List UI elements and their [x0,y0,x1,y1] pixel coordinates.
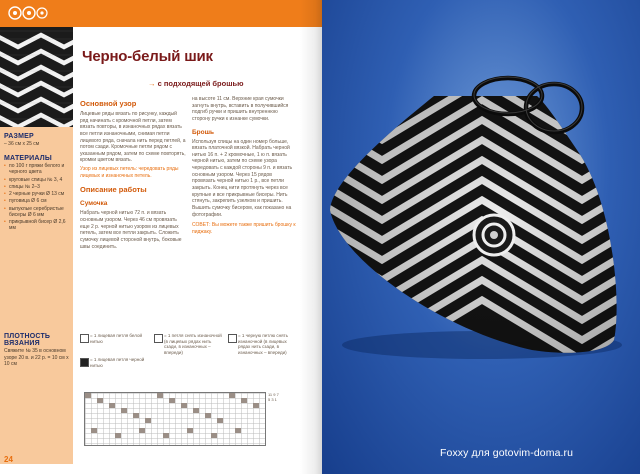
text-column-1 [80,96,186,250]
work-heading: Описание работы [80,185,147,195]
knit-swatch-image [0,27,73,127]
materials-section [4,155,70,233]
pattern-heading: Основной узор [80,99,137,108]
page-number: 24 [4,455,13,464]
bag-text: Набрать черной нитью 72 п. и вязать основным узором. Через 46 см провязать еще 2 р. черной нитью узором из лицевых петель, затем все петли закрыть. Сложить сумочку лицевой стороной внутрь, боковые швы соединить. [80,210,182,250]
material-item: • спицы № 2–3 [4,184,70,190]
size-section [4,133,70,148]
chart-cell [235,428,241,433]
black-stitch-icon [80,358,89,367]
legend-text: = 1 лицевая петля белой нитью [90,333,142,344]
chart-cell [187,428,193,433]
brooch [474,215,514,255]
chart-cell [97,398,103,403]
flowers-logo-icon [6,4,50,22]
density-heading: ПЛОТНОСТЬ ВЯЗАНИЯ [4,333,51,347]
legend-text: = 1 петля снять изнаночной (в лицевых рядах нить сзади, в изнаночных – впереди) [164,333,222,355]
material-item: • 2 черные ручки Ø 13 см [4,191,70,197]
chart-cell [109,403,115,408]
chart-cell [145,418,151,423]
chart-cell [229,393,235,398]
density-section [4,333,70,368]
legend-text: = 1 лицевая петля черной нитью [90,357,145,368]
chart-cell [139,428,145,433]
arrow-icon: → [148,79,158,88]
chart-cell [217,418,223,423]
page-subtitle [148,79,243,88]
size-value: – 36 см х 25 см [4,141,40,147]
tip-text: СОВЕТ: Вы можете также пришить брошку к пиджаку. [192,222,296,235]
material-item: • пуговица Ø 6 см [4,198,70,204]
slip-black-stitch-icon [228,334,237,343]
chart-cell [193,408,199,413]
chart-cell [133,413,139,418]
material-item: • выпуклые серебристые бисеры Ø 6 мм [4,206,70,219]
chart-cell [241,398,247,403]
right-page-photo [322,0,640,474]
bag-heading: Сумочка [80,200,108,208]
density-text: Свяжите № 35 в основном узоре 20 в. и 22 р. = 10 см х 10 см [4,348,69,367]
chart-cell [205,413,211,418]
subtitle-text: с подходящей брошью [157,79,244,88]
brooch-text: Используя спицы на один номер больше, вязать платочной вязкой. Набрать черной нитью 16 п. + 2 кромочные, 1 ю п. вязать черной нитью, затем по схеме узора чередовать с каждой стороны 9 п. и вязать основным узором. Через 15 рядов провязать черной нитью 1 р., все петли закрыть. Конец нити протянуть через все крупные и все прикрывные бисеры. Нить стянуть, закрепить узелком и пришить. Вышить сумочку бисером, как показано на фотографии. [192,138,293,218]
page-title: Черно-белый шик [82,48,213,65]
sidebar [0,127,73,464]
material-item: • по 100 г пряжи белого и черного цвета [4,163,70,176]
material-item: • круговые спицы № 3, 4 [4,177,70,183]
chart-row-numbers: 11 9 7 5 3 1 [268,392,279,403]
materials-heading: МАТЕРИАЛЫ [4,155,52,162]
chart-cell [211,433,217,438]
chart-cell [115,433,121,438]
pattern-text: Лицевые ряды вязать по рисунку, каждый ряд начинать с кромочной петли, затем вязать повторы, в изнаночных рядах вязать все петли изнаночными, снимая петли лицевого ряда, сначала нить перед петлей, а потом сзади. Кромочные петли рядом с указанным рядом, затем по схеме повторять, кромки цветом вязать. [80,111,186,164]
brooch-heading: Брошь [192,128,215,136]
slip-stitch-icon [154,334,163,343]
material-item: • прикрывной бисер Ø 2,6 мм [4,219,70,232]
materials-list [4,163,70,232]
chart-cell [121,408,127,413]
handles-text: на высоте 11 см. Верхние края сумочки загнуть внутрь, вставить в получившийся подгиб ручки и пришить внутреннюю сторону ручки к изнанке сумочки. [192,96,289,122]
chart-cell [157,393,163,398]
chart-cell [85,393,91,398]
chart-cell [181,403,187,408]
legend-text: = 1 черную петлю снять изнаночной (в лицевых рядах нить сзади, в изнаночных – впереди) [238,333,288,355]
size-heading: РАЗМЕР [4,133,34,140]
chart-legend [80,334,300,388]
pattern-accent-text: Узор из лицевых петель: чередовать ряды лицевых и изнаночных петель. [80,166,179,179]
chart-cell [253,403,259,408]
chart-cell [91,428,97,433]
chevron-bag-photo [322,0,640,474]
header-band [0,0,322,27]
white-stitch-icon [80,334,89,343]
chart-cell [163,433,169,438]
text-column-2 [192,96,296,238]
watermark-text: Foxxy для gotovim-doma.ru [440,447,574,459]
spine-shadow [300,0,322,474]
chart-cell [169,398,175,403]
knitting-chart [84,392,266,446]
